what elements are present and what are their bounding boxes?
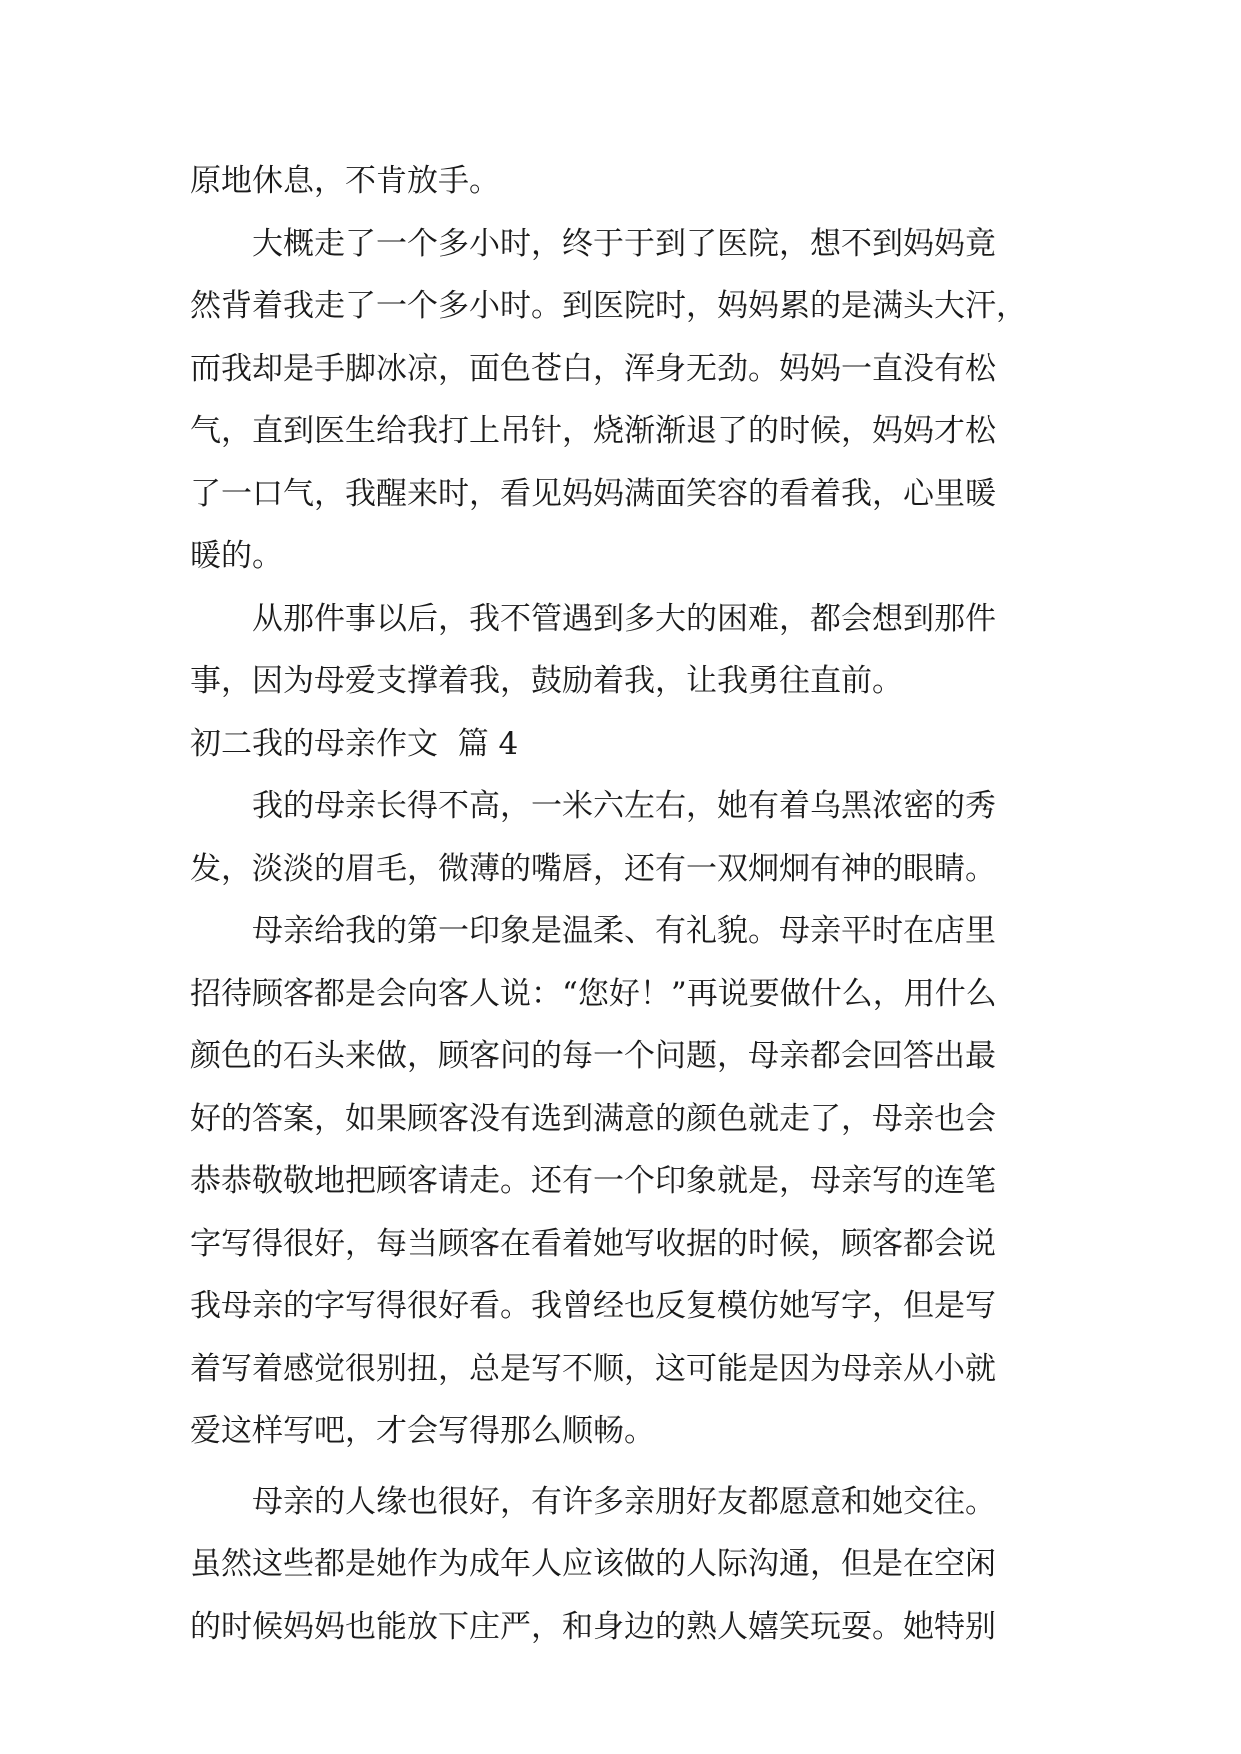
paragraph-6 — [190, 1471, 1060, 1659]
text-line: 我母亲的字写得很好看。我曾经也反复模仿她写字，但是写 — [190, 1288, 996, 1324]
text-line: 母亲的人缘也很好，有许多亲朋好友都愿意和她交往。 — [252, 1483, 996, 1520]
text-line: 着写着感觉很别扭，总是写不顺，这可能是因为母亲从小就 — [190, 1350, 996, 1387]
text-line: 事，因为母爱支撑着我，鼓励着我，让我勇往直前。 — [190, 663, 903, 699]
text-line: 我的母亲长得不高，一米六左右，她有着乌黑浓密的秀 — [252, 788, 996, 824]
document-body — [190, 150, 1060, 1658]
text-line: 而我却是手脚冰凉，面色苍白，浑身无劲。妈妈一直没有松 — [190, 350, 996, 387]
text-line: 从那件事以后，我不管遇到多大的困难，都会想到那件 — [252, 600, 996, 637]
text-line: 母亲给我的第一印象是温柔、有礼貌。母亲平时在店里 — [252, 913, 996, 949]
section-heading — [190, 713, 1060, 776]
paragraph-1 — [190, 150, 1060, 213]
paragraph-5 — [190, 900, 1060, 1463]
text-line: 字写得很好，每当顾客在看着她写收据的时候，顾客都会说 — [190, 1225, 996, 1262]
text-line: 气，直到医生给我打上吊针，烧渐渐退了的时候，妈妈才松 — [190, 413, 996, 449]
paragraph-3 — [190, 588, 1060, 713]
text-line: 大概走了一个多小时，终于于到了医院，想不到妈妈竟 — [252, 225, 996, 262]
paragraph-2 — [190, 213, 1060, 588]
paragraph-4 — [190, 775, 1060, 900]
text-line: 招待顾客都是会向客人说：“您好！”再说要做什么，用什么 — [190, 975, 997, 1012]
text-line: 颜色的石头来做，顾客问的每一个问题，母亲都会回答出最 — [190, 1038, 996, 1074]
text-line: 好的答案，如果顾客没有选到满意的颜色就走了，母亲也会 — [190, 1100, 996, 1137]
text-line: 的时候妈妈也能放下庄严，和身边的熟人嬉笑玩耍。她特别 — [190, 1608, 996, 1645]
text-line: 虽然这些都是她作为成年人应该做的人际沟通，但是在空闲 — [190, 1546, 996, 1582]
text-line: 暖的。 — [190, 538, 283, 574]
text-line: 然背着我走了一个多小时。到医院时，妈妈累的是满头大汗， — [190, 288, 1027, 324]
text-line: 发，淡淡的眉毛，微薄的嘴唇，还有一双炯炯有神的眼睛。 — [190, 850, 996, 887]
text-line: 恭恭敬敬地把顾客请走。还有一个印象就是，母亲写的连笔 — [190, 1163, 996, 1199]
text-line: 了一口气，我醒来时，看见妈妈满面笑容的看着我，心里暖 — [190, 475, 996, 512]
text-line: 原地休息，不肯放手。 — [190, 163, 500, 199]
heading-text: 初二我的母亲作文 篇 4 — [190, 725, 519, 762]
text-line: 爱这样写吧，才会写得那么顺畅。 — [190, 1413, 655, 1449]
